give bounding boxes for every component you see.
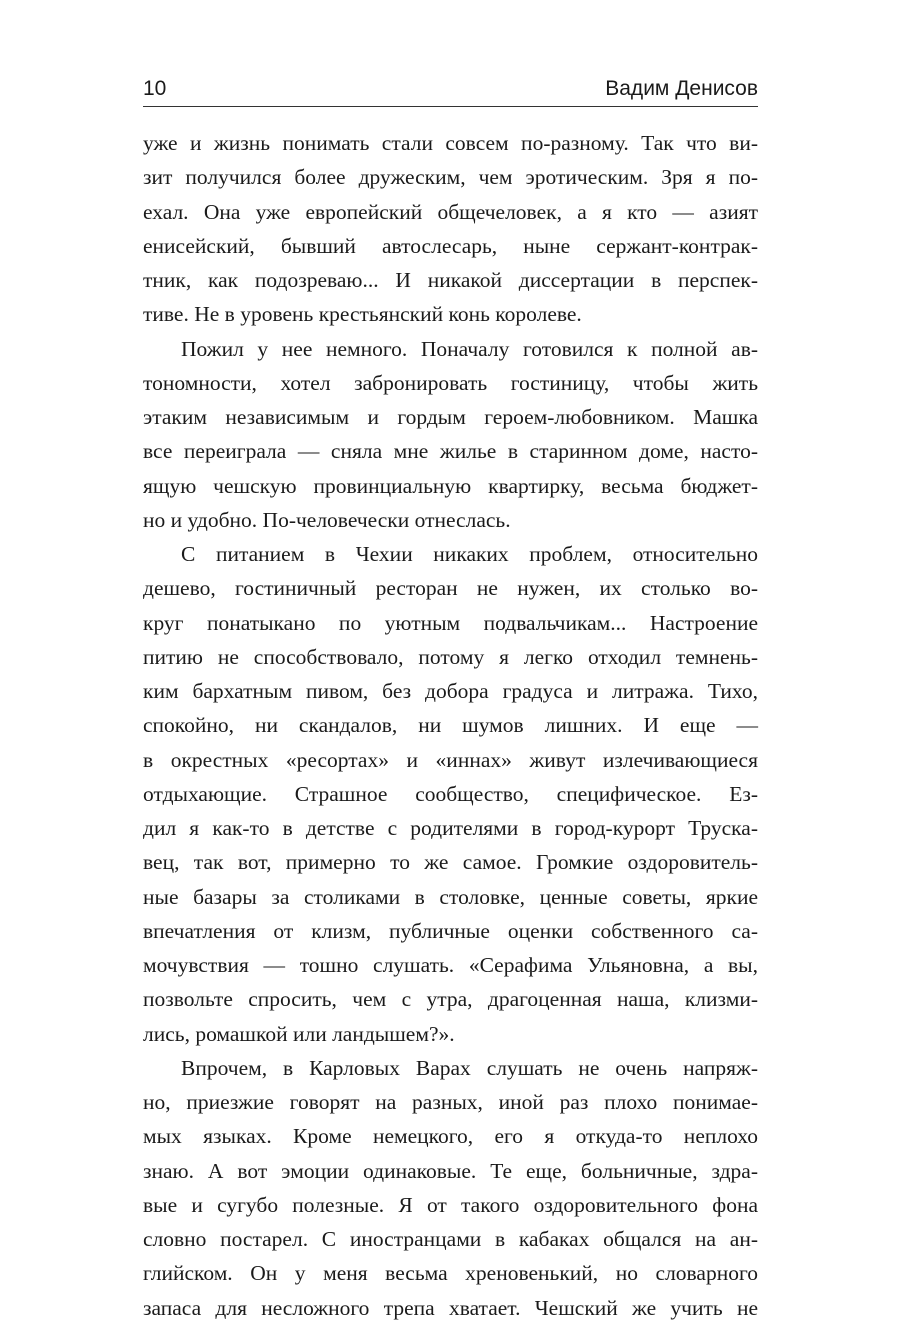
text-line: мых языках. Кроме немецкого, его я откуда-то неплохо bbox=[143, 1124, 758, 1149]
text-line: лись, ромашкой или ландышем?». bbox=[143, 1021, 455, 1046]
text-line: этаким независимым и гордым героем-любовником. Машка bbox=[143, 405, 758, 429]
text-line: но, приезжие говорят на разных, иной раз плохо понимае- bbox=[143, 1090, 758, 1114]
text-line: впечатления от клизм, публичные оценки собственного са- bbox=[143, 918, 758, 943]
paragraph bbox=[143, 332, 758, 538]
paragraph bbox=[143, 126, 758, 332]
text-line: все переиграла — сняла мне жилье в старинном доме, насто- bbox=[143, 439, 758, 464]
text-line: словно постарел. С иностранцами в кабаках общался на ан- bbox=[143, 1227, 758, 1251]
text-line: дил я как-то в детстве с родителями в город-курорт Труска- bbox=[143, 816, 758, 840]
text-line: енисейский, бывший автослесарь, ныне сержант-контрак- bbox=[143, 233, 758, 258]
text-line: знаю. А вот эмоции одинаковые. Те еще, больничные, здра- bbox=[143, 1158, 758, 1183]
text-line: Впрочем, в Карловых Варах слушать не очень напряж- bbox=[181, 1055, 758, 1080]
text-line: тономности, хотел забронировать гостиницу, чтобы жить bbox=[143, 370, 758, 395]
text-line: ехал. Она уже европейский общечеловек, а я кто — азият bbox=[143, 199, 758, 224]
text-line: спокойно, ни скандалов, ни шумов лишних. И еще — bbox=[143, 713, 758, 738]
text-line: Пожил у нее немного. Поначалу готовился к полной ав- bbox=[181, 336, 758, 361]
text-line: глийском. Он у меня весьма хреновенький, но словарного bbox=[143, 1261, 758, 1286]
text-line: ные базары за столиками в столовке, ценные советы, яркие bbox=[143, 884, 758, 909]
text-line: тник, как подозреваю... И никакой диссертации в перспек- bbox=[143, 268, 758, 292]
author-name: Вадим Денисов bbox=[605, 77, 758, 100]
text-line: уже и жизнь понимать стали совсем по-разному. Так что ви- bbox=[143, 131, 758, 155]
text-line: вец, так вот, примерно то же самое. Громкие оздоровитель- bbox=[143, 850, 758, 875]
text-line: мочувствия — тошно слушать. «Серафима Ульяновна, а вы, bbox=[143, 953, 758, 977]
text-line: в окрестных «ресортах» и «иннах» живут излечивающиеся bbox=[143, 747, 758, 772]
text-line: запаса для несложного трепа хватает. Чешский же учить не bbox=[143, 1295, 758, 1320]
text-line: вые и сугубо полезные. Я от такого оздоровительного фона bbox=[143, 1192, 758, 1217]
text-line: зит получился более дружеским, чем эротическим. Зря я по- bbox=[143, 165, 758, 190]
text-line: но и удобно. По-человечески отнеслась. bbox=[143, 507, 511, 532]
text-line: круг понатыкано по уютным подвальчикам... Настроение bbox=[143, 610, 758, 635]
paragraph bbox=[143, 1051, 758, 1325]
text-line: отдыхающие. Страшное сообщество, специфическое. Ез- bbox=[143, 781, 758, 806]
text-line: тиве. Не в уровень крестьянский конь королеве. bbox=[143, 302, 582, 327]
text-line: позвольте спросить, чем с утра, драгоценная наша, клизми- bbox=[143, 987, 758, 1012]
text-line: ящую чешскую провинциальную квартирку, весьма бюджет- bbox=[143, 473, 758, 498]
paragraph bbox=[143, 537, 758, 1051]
text-line: дешево, гостиничный ресторан не нужен, их столько во- bbox=[143, 576, 758, 601]
text-line: С питанием в Чехии никаких проблем, относительно bbox=[181, 542, 758, 566]
text-line: питию не способствовало, потому я легко отходил темнень- bbox=[143, 644, 758, 669]
header-rule bbox=[143, 106, 758, 107]
running-head bbox=[143, 74, 758, 104]
page-number: 10 bbox=[143, 77, 167, 100]
body-text bbox=[143, 126, 758, 1325]
text-line: ким бархатным пивом, без добора градуса и литража. Тихо, bbox=[143, 679, 758, 703]
